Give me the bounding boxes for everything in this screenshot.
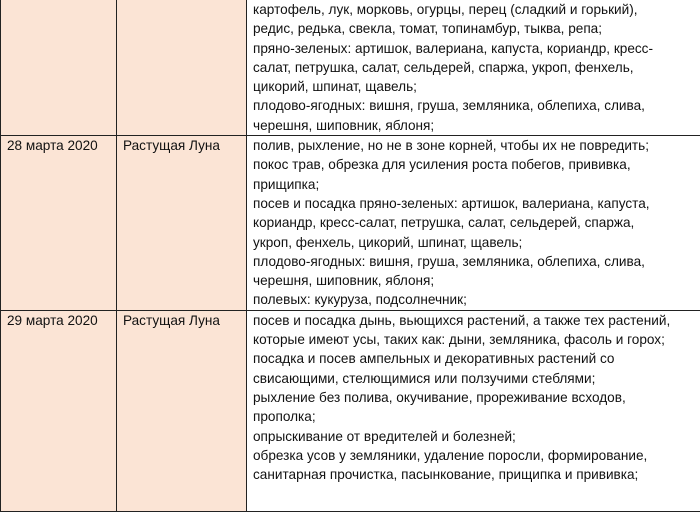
work-text-line: обрезка усов у земляники, удаление поросли, формирование, bbox=[253, 446, 697, 465]
garden-work-cell bbox=[247, 136, 700, 311]
work-text-line: санитарная прочистка, пасынкование, прищипка и прививка; bbox=[253, 465, 697, 484]
work-text-line: черешня, шиповник, яблоня; bbox=[253, 116, 697, 135]
work-text-line: рыхление без полива, окучивание, прореживание всходов, bbox=[253, 388, 697, 407]
work-text-line: посев и посадка дынь, вьющихся растений, а также тех растений, bbox=[253, 311, 697, 330]
table-row bbox=[1, 136, 700, 311]
work-text-line: кориандр, кресс-салат, петрушка, салат, сельдерей, спаржа, bbox=[253, 213, 697, 232]
work-text-line: опрыскивание от вредителей и болезней; bbox=[253, 427, 697, 446]
work-text-line: салат, петрушка, салат, сельдерей, спаржа, укроп, фенхель, bbox=[253, 58, 697, 77]
work-text-line: посев и посадка пряно-зеленых: артишок, валериана, капуста, bbox=[253, 194, 697, 213]
work-text-line: полив, рыхление, но не в зоне корней, чтобы их не повредить; bbox=[253, 136, 697, 155]
work-text-line: цикорий, шпинат, щавель; bbox=[253, 77, 697, 96]
work-text-line: покос трав, обрезка для усиления роста побегов, прививка, bbox=[253, 155, 697, 174]
work-text-line: укроп, фенхель, цикорий, шпинат, щавель; bbox=[253, 233, 697, 252]
work-text-line: плодово-ягодных: вишня, груша, земляника, облепиха, слива, bbox=[253, 252, 697, 271]
table-row bbox=[1, 0, 700, 136]
table-row bbox=[1, 310, 700, 511]
work-text-line: полевых: кукуруза, подсолнечник; bbox=[253, 290, 697, 309]
garden-work-cell bbox=[247, 0, 700, 136]
garden-work-cell bbox=[247, 310, 700, 511]
work-text-line: плодово-ягодных: вишня, груша, земляника, облепиха, слива, bbox=[253, 96, 697, 115]
work-text-line: посадка и посев ампельных и декоративных растений со bbox=[253, 349, 697, 368]
moon-phase-cell: Растущая Луна bbox=[117, 310, 247, 511]
date-cell: 28 марта 2020 bbox=[1, 136, 117, 311]
table-body bbox=[1, 0, 700, 511]
work-text-line: редис, редька, свекла, томат, топинамбур, тыква, репа; bbox=[253, 19, 697, 38]
work-text-line: картофель, лук, морковь, огурцы, перец (сладкий и горький), bbox=[253, 0, 697, 19]
work-text-line: свисающими, стелющимися или ползучими стеблями; bbox=[253, 369, 697, 388]
work-text-line: пряно-зеленых: артишок, валериана, капуста, кориандр, кресс- bbox=[253, 39, 697, 58]
work-text-line: которые имеют усы, таких как: дыни, земляника, фасоль и горох; bbox=[253, 330, 697, 349]
moon-phase-cell: Растущая Луна bbox=[117, 136, 247, 311]
date-cell bbox=[1, 0, 117, 136]
date-cell: 29 марта 2020 bbox=[1, 310, 117, 511]
work-text-line: черешня, шиповник, яблоня; bbox=[253, 271, 697, 290]
work-text-line: прополка; bbox=[253, 407, 697, 426]
work-text-line: прищипка; bbox=[253, 175, 697, 194]
moon-phase-cell bbox=[117, 0, 247, 136]
